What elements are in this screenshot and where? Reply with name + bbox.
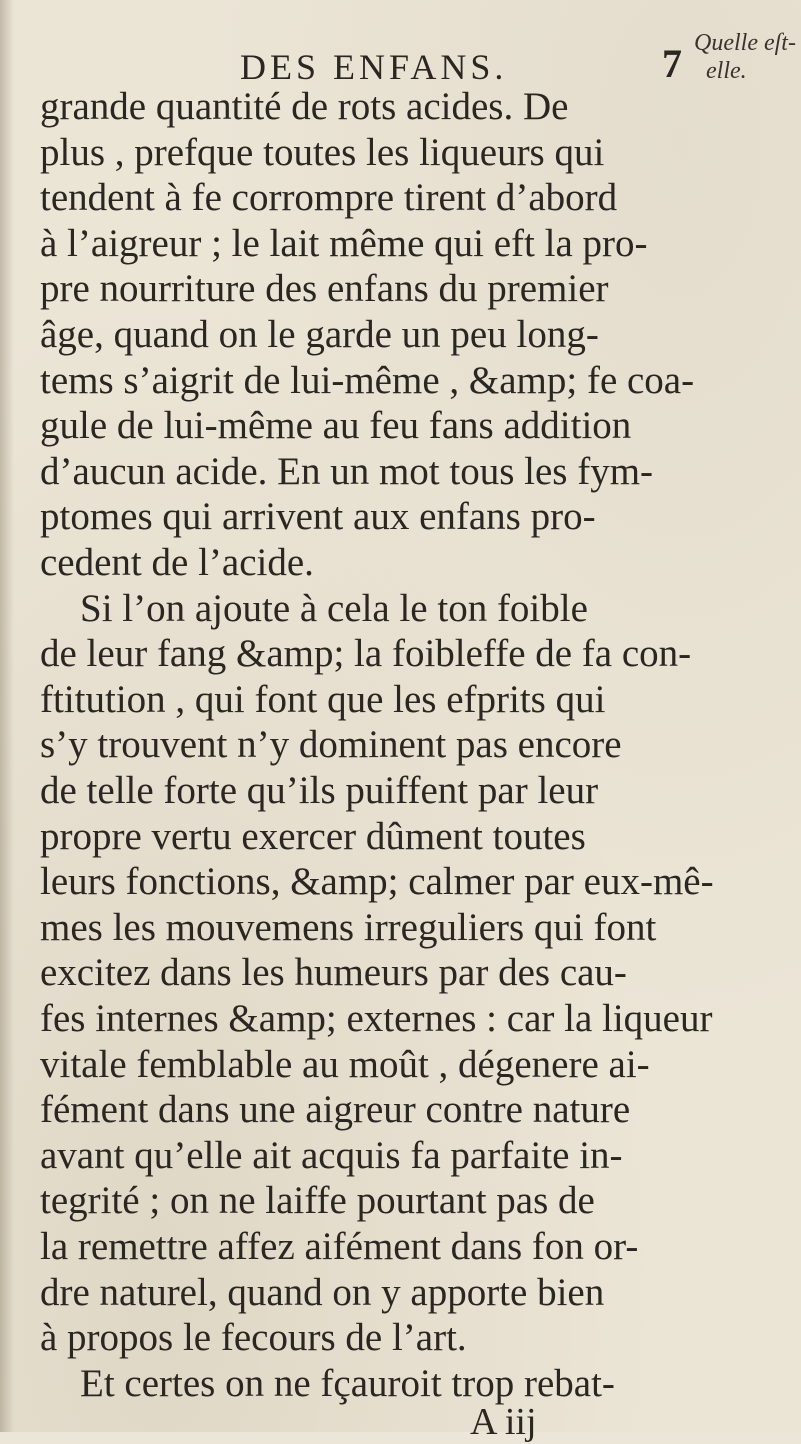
text-line: ftitution , qui font que les efprits qui xyxy=(40,677,606,721)
text-line: tegrité ; on ne laiffe pourtant pas de xyxy=(40,1179,595,1223)
text-line: tendent à fe corrompre tirent d’abord xyxy=(40,176,618,220)
text-line: de leur fang &amp; la foibleffe de fa con- xyxy=(40,632,692,676)
text-line: plus , prefque toutes les liqueurs qui xyxy=(40,130,605,174)
text-line: âge, quand on le garde un peu long- xyxy=(40,313,599,356)
text-line: d’aucun acide. En un mot tous les fym- xyxy=(40,449,654,493)
text-line: mes les mouvemens irreguliers qui font xyxy=(40,905,657,949)
text-line: la remettre affez aifément dans fon or- xyxy=(40,1225,639,1268)
text-line: cedent de l’acide. xyxy=(40,541,314,584)
text-line: excitez dans les humeurs par des cau- xyxy=(40,951,627,995)
text-line: tems s’aigrit de lui-même , &amp; fe coa- xyxy=(40,358,695,402)
text-line: fes internes &amp; externes : car la liqueur xyxy=(40,997,713,1040)
running-title: DES ENFANS. xyxy=(240,47,508,87)
text-line: ptomes qui arrivent aux enfans pro- xyxy=(40,495,596,539)
text-line: fément dans une aigreur contre nature xyxy=(40,1088,631,1132)
page-number: 7 xyxy=(662,41,682,86)
signature-mark: A iij xyxy=(470,1401,537,1444)
text-line: à propos le fecours de l’art. xyxy=(40,1316,467,1360)
text-line: avant qu’elle ait acquis fa parfaite in- xyxy=(40,1133,623,1177)
text-line: pre nourriture des enfans du premier xyxy=(40,267,609,311)
text-line: dre naturel, quand on y apporte bien xyxy=(40,1270,605,1314)
text-line: Et certes on ne fçauroit trop rebat- xyxy=(80,1361,615,1405)
margin-note-line-2: elle. xyxy=(706,58,747,84)
text-line: leurs fonctions, &amp; calmer par eux-mê- xyxy=(40,860,714,904)
text-line: Si l’on ajoute à cela le ton foible xyxy=(80,586,588,630)
text-line: gule de lui-même au feu fans addition xyxy=(40,404,632,448)
text-line: s’y trouvent n’y dominent pas encore xyxy=(40,723,622,767)
margin-note-line-1: Quelle eſt- xyxy=(694,30,796,56)
text-line: à l’aigreur ; le lait même qui eft la pro- xyxy=(40,221,648,265)
text-line: propre vertu exercer dûment toutes xyxy=(40,814,586,858)
text-line: grande quantité de rots acides. De xyxy=(40,85,569,128)
text-line: vitale femblable au moût , dégenere ai- xyxy=(40,1042,650,1086)
text-line: de telle forte qu’ils puiffent par leur xyxy=(40,769,599,812)
